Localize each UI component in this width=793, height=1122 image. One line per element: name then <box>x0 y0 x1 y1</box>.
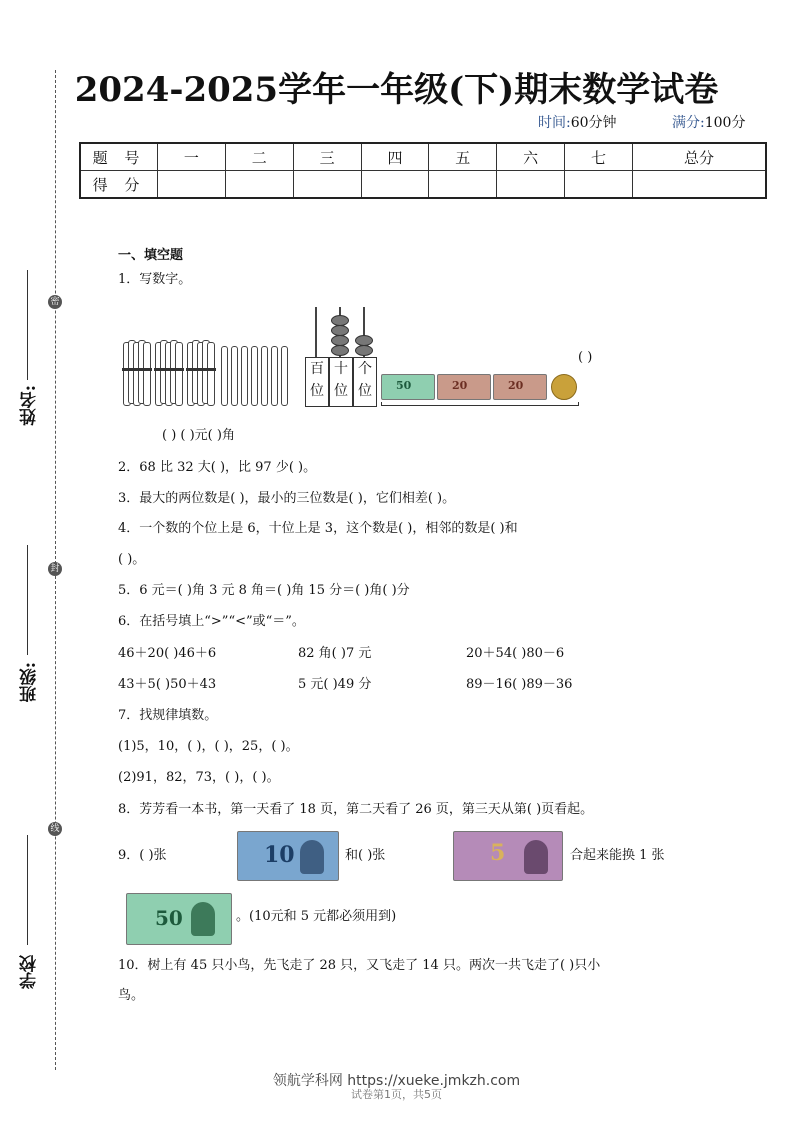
question-6: 6．在括号填上“>”“<”或“＝”。 <box>118 614 305 629</box>
bundle-of-ten <box>155 340 181 406</box>
question-9-part-b: 和( )张 <box>345 848 386 863</box>
stick <box>175 342 183 406</box>
single-stick <box>241 346 248 406</box>
question-1-answer-blanks[interactable]: ( ) ( )元( )角 <box>162 428 235 443</box>
abacus-rod-hundreds <box>315 307 317 359</box>
score-input-cell[interactable] <box>361 171 429 199</box>
score-input-cell[interactable] <box>158 171 226 199</box>
q6-item: 82 角( )7 元 <box>298 646 372 661</box>
single-stick <box>261 346 268 406</box>
banknote-10 <box>237 831 339 881</box>
score-table-header-row <box>80 143 766 171</box>
single-stick <box>231 346 238 406</box>
watermark-text: 领航学科网 https://xueke.jmkzh.com <box>272 1073 521 1089</box>
portrait-icon <box>300 840 324 874</box>
question-4-line2: ( )。 <box>118 552 146 567</box>
footer-watermark <box>0 1070 793 1102</box>
page-title: 2024-2025学年一年级(下)期末数学试卷 <box>74 70 719 110</box>
table-cell: 六 <box>497 143 565 171</box>
question-5: 5．6 元＝( )角 3 元 8 角＝( )角 15 分＝( )角( )分 <box>118 583 410 598</box>
banknote-value: 5 <box>490 840 506 866</box>
abacus-bead <box>331 345 349 356</box>
single-stick <box>271 346 278 406</box>
table-cell: 二 <box>225 143 293 171</box>
money-bracket <box>381 402 579 406</box>
q6-item: 20＋54( )80－6 <box>466 646 565 661</box>
abacus-label-hundreds: 百位 <box>305 357 329 407</box>
score-input-cell[interactable] <box>497 171 565 199</box>
q6-item: 43＋5( )50＋43 <box>118 677 217 692</box>
table-cell: 总分 <box>632 143 766 171</box>
banknote-value: 50 <box>155 906 183 930</box>
section-title: 一、填空题 <box>118 248 184 263</box>
bundle-band <box>186 368 216 371</box>
table-cell: 五 <box>429 143 497 171</box>
abacus-bead <box>355 345 373 356</box>
banknote-5 <box>453 831 563 881</box>
time-info <box>538 112 617 132</box>
stick <box>207 342 215 406</box>
abacus-label-ones: 个位 <box>353 357 377 407</box>
banknote-value: 10 <box>264 842 295 868</box>
question-4-line1: 4．一个数的个位上是 6，十位上是 3，这个数是( )，相邻的数是( )和 <box>118 521 518 536</box>
single-stick <box>281 346 288 406</box>
score-input-cell[interactable] <box>293 171 361 199</box>
full-score-info <box>672 112 745 132</box>
class-underline <box>27 545 28 655</box>
q6-item: 89－16( )89－36 <box>466 677 573 692</box>
table-cell: 一 <box>158 143 226 171</box>
seal-mark-feng: 封 <box>48 562 62 576</box>
abacus-label-tens: 十位 <box>329 357 353 407</box>
question-7-part-1: (1)5，10，( )，( )，25，( )。 <box>118 739 299 754</box>
single-stick <box>221 346 228 406</box>
table-cell: 三 <box>293 143 361 171</box>
school-label: 学校 <box>20 955 40 989</box>
question-2: 2．68 比 32 大( )，比 97 少( )。 <box>118 460 317 475</box>
question-3: 3．最大的两位数是( )，最小的三位数是( )，它们相差( )。 <box>118 491 456 506</box>
score-input-cell[interactable] <box>429 171 497 199</box>
bundle-band <box>154 368 184 371</box>
table-cell: 题 号 <box>80 143 158 171</box>
full-score-value: 100分 <box>704 115 746 131</box>
seal-mark-xian: 线 <box>48 822 62 836</box>
seal-mark-mi: 密 <box>48 295 62 309</box>
stick <box>143 342 151 406</box>
coin-icon <box>551 374 577 400</box>
time-value: 60分钟 <box>570 115 617 131</box>
portrait-icon <box>524 840 548 874</box>
bundle-of-ten <box>187 340 213 406</box>
banknote-value: 50 <box>396 379 412 392</box>
banknote-value: 20 <box>452 379 468 392</box>
question-9-part-d: 。(10元和 5 元都必须用到) <box>236 909 397 924</box>
banknote-50 <box>381 374 435 400</box>
score-input-cell[interactable] <box>225 171 293 199</box>
stick-bundles-figure <box>123 340 298 410</box>
table-cell: 七 <box>565 143 633 171</box>
question-8: 8．芳芳看一本书，第一天看了 18 页，第二天看了 26 页，第三天从第( )页看起。 <box>118 802 594 817</box>
banknote-20 <box>493 374 547 400</box>
abacus-figure <box>305 305 377 407</box>
question-7-part-2: (2)91，82，73，( )，( )。 <box>118 770 280 785</box>
portrait-icon <box>191 902 215 936</box>
score-table <box>79 142 767 199</box>
name-label: 姓名: <box>20 385 40 426</box>
banknote-50 <box>126 893 232 945</box>
full-score-label: 满分: <box>672 115 705 131</box>
table-cell: 四 <box>361 143 429 171</box>
banknote-20 <box>437 374 491 400</box>
question-9-part-a: 9．( )张 <box>118 848 167 863</box>
page-number: 试卷第1页，共5页 <box>351 1088 442 1101</box>
bundle-band <box>122 368 152 371</box>
score-input-cell[interactable] <box>632 171 766 199</box>
score-table-score-row <box>80 171 766 199</box>
class-label: 班级: <box>20 662 40 703</box>
banknote-value: 20 <box>508 379 524 392</box>
question-1-blank-right[interactable]: ( ) <box>578 350 593 365</box>
question-10-line1: 10．树上有 45 只小鸟，先飞走了 28 只，又飞走了 14 只。两次一共飞走了( )只小 <box>118 958 601 973</box>
single-stick <box>251 346 258 406</box>
q6-item: 46＋20( )46＋6 <box>118 646 217 661</box>
name-underline <box>27 270 28 380</box>
score-input-cell[interactable] <box>565 171 633 199</box>
question-1: 1．写数字。 <box>118 272 192 287</box>
table-cell: 得 分 <box>80 171 158 199</box>
question-7: 7．找规律填数。 <box>118 708 218 723</box>
school-underline <box>27 835 28 945</box>
q6-item: 5 元( )49 分 <box>298 677 372 692</box>
bundle-of-ten <box>123 340 149 406</box>
question-9-part-c: 合起来能换 1 张 <box>570 848 665 863</box>
question-10-line2: 鸟。 <box>118 988 145 1003</box>
time-label: 时间: <box>538 115 571 131</box>
money-figure <box>381 372 581 408</box>
